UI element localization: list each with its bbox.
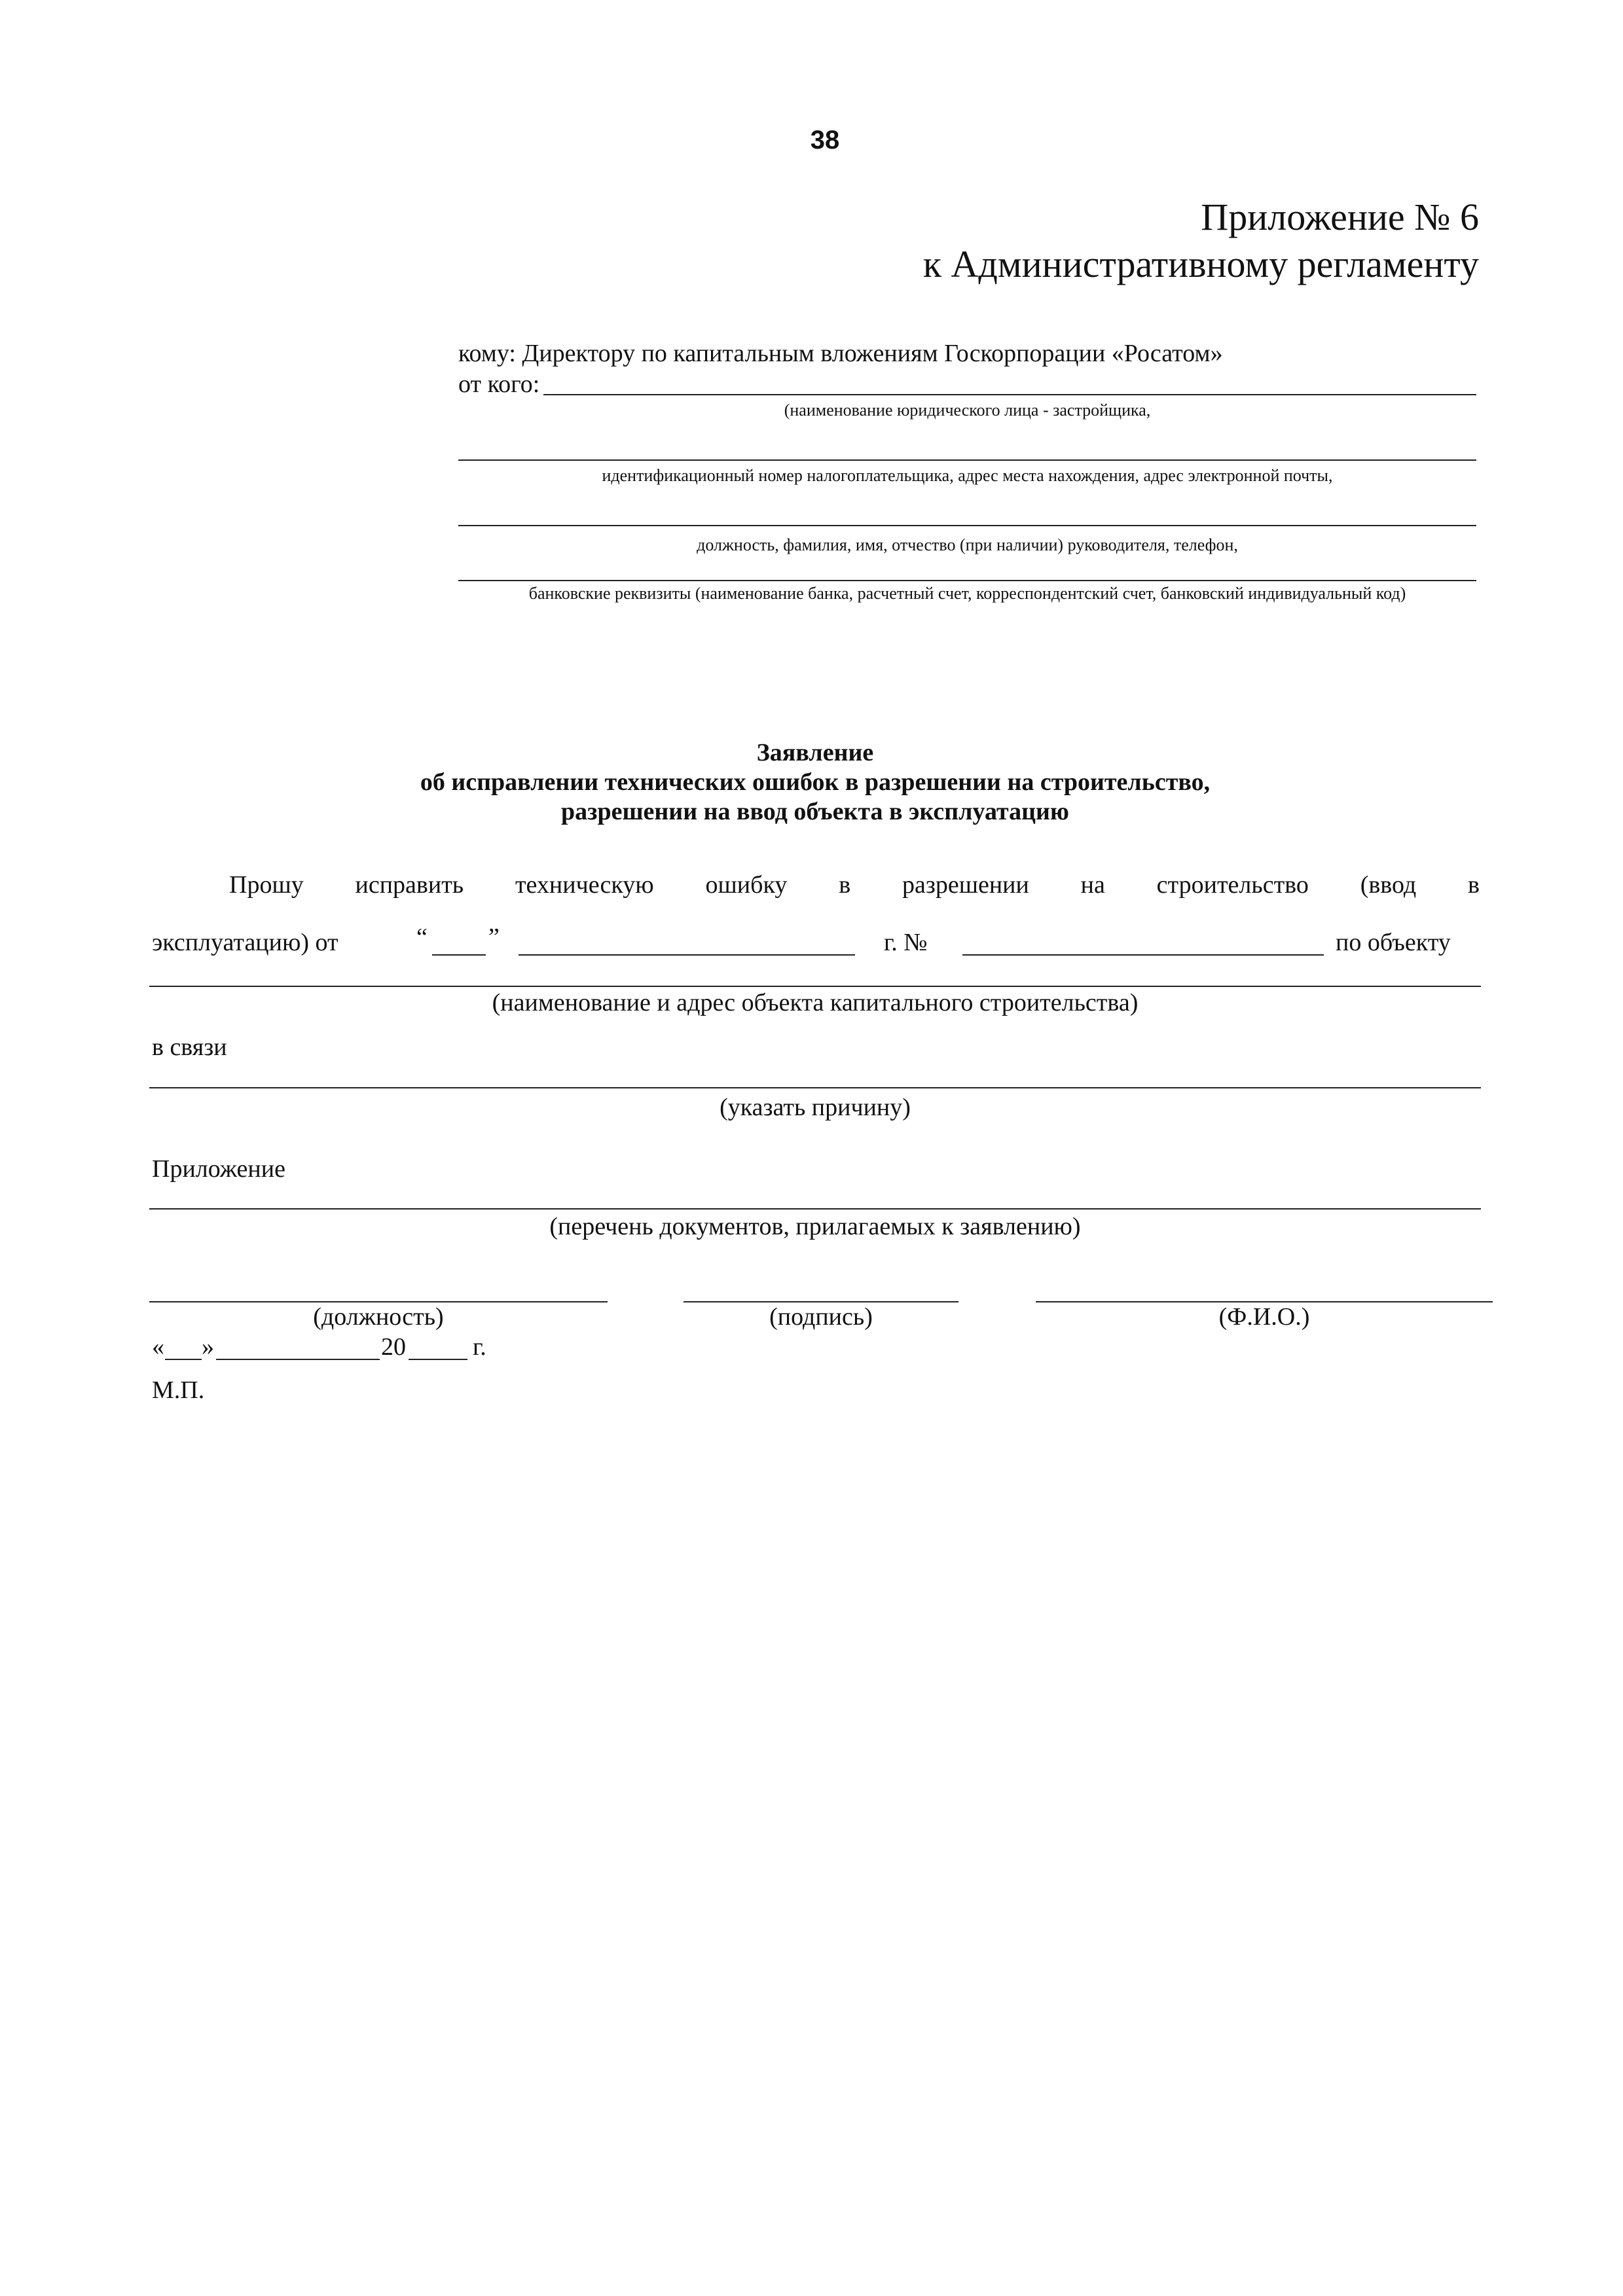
request-word: разрешении	[902, 871, 1029, 899]
statement-subtitle-2: разрешении на ввод объекта в эксплуатацию	[561, 798, 1069, 825]
year-suffix: г.	[473, 1333, 486, 1361]
from-caption-4: банковские реквизиты (наименование банка, расчетный счет, корреспондентский счет, банковский индивидуальный код)	[528, 584, 1406, 603]
from-caption-2: идентификационный номер налогоплательщика, адрес места нахождения, адрес электронной почты,	[602, 466, 1333, 485]
fio-caption: (Ф.И.О.)	[1218, 1303, 1310, 1331]
attachment-label: Приложение	[152, 1155, 285, 1183]
signature-caption: (подпись)	[769, 1303, 873, 1331]
from-field-line-3[interactable]	[458, 525, 1476, 526]
date-quote-open: «	[152, 1333, 164, 1361]
from-caption-3: должность, фамилия, имя, отчество (при наличии) руководителя, телефон,	[697, 535, 1238, 554]
request-word: в	[1468, 871, 1480, 899]
request-word: исправить	[355, 871, 464, 899]
statement-subtitle-1: об исправлении технических ошибок в разрешении на строительство,	[420, 768, 1211, 796]
request-word: в	[839, 871, 851, 899]
sign-day-field[interactable]	[165, 1359, 202, 1360]
attachment-field-line[interactable]	[149, 1208, 1481, 1210]
attachment-caption: (перечень документов, прилагаемых к заявлению)	[549, 1213, 1081, 1240]
request-word: строительство	[1156, 871, 1309, 899]
date-month-field[interactable]	[519, 954, 855, 956]
by-object-label: по объекту	[1336, 929, 1451, 956]
request-word: ошибку	[705, 871, 788, 899]
reason-label: в связи	[152, 1033, 227, 1061]
object-field-line[interactable]	[149, 986, 1481, 987]
position-caption: (должность)	[313, 1303, 444, 1331]
addressee-to: кому: Директору по капитальным вложениям Госкорпорации «Росатом»	[458, 340, 1223, 367]
sign-year-field[interactable]	[409, 1359, 467, 1360]
request-line-1	[229, 870, 1480, 899]
addressee-from-label: от кого:	[458, 370, 540, 398]
object-caption: (наименование и адрес объекта капитального строительства)	[492, 989, 1139, 1016]
sign-month-field[interactable]	[216, 1359, 380, 1360]
request-word: (ввод	[1360, 871, 1417, 899]
request-line-2-start: эксплуатацию) от	[152, 929, 338, 956]
reason-caption: (указать причину)	[720, 1094, 911, 1121]
quote-close: ”	[488, 924, 500, 951]
appendix-title: Приложение № 6	[1201, 196, 1479, 238]
statement-title: Заявление	[756, 739, 874, 766]
request-word: Прошу	[229, 871, 304, 899]
from-field-line-2[interactable]	[458, 459, 1476, 461]
request-word: техническую	[515, 871, 654, 899]
permit-number-field[interactable]	[962, 954, 1324, 956]
date-day-field[interactable]	[432, 954, 486, 956]
year-prefix: 20	[381, 1333, 406, 1361]
from-caption-1: (наименование юридического лица - застройщика,	[784, 401, 1151, 420]
reason-field-line[interactable]	[149, 1087, 1481, 1088]
date-quote-close: »	[202, 1333, 214, 1361]
from-field-line[interactable]	[543, 394, 1476, 395]
request-word: на	[1080, 871, 1105, 899]
from-field-line-4[interactable]	[458, 580, 1476, 581]
stamp-label: М.П.	[152, 1376, 205, 1404]
year-number-label: г. №	[884, 929, 928, 956]
quote-open: “	[416, 924, 428, 951]
page-number: 38	[810, 126, 840, 154]
appendix-subtitle: к Административному регламенту	[922, 243, 1479, 285]
